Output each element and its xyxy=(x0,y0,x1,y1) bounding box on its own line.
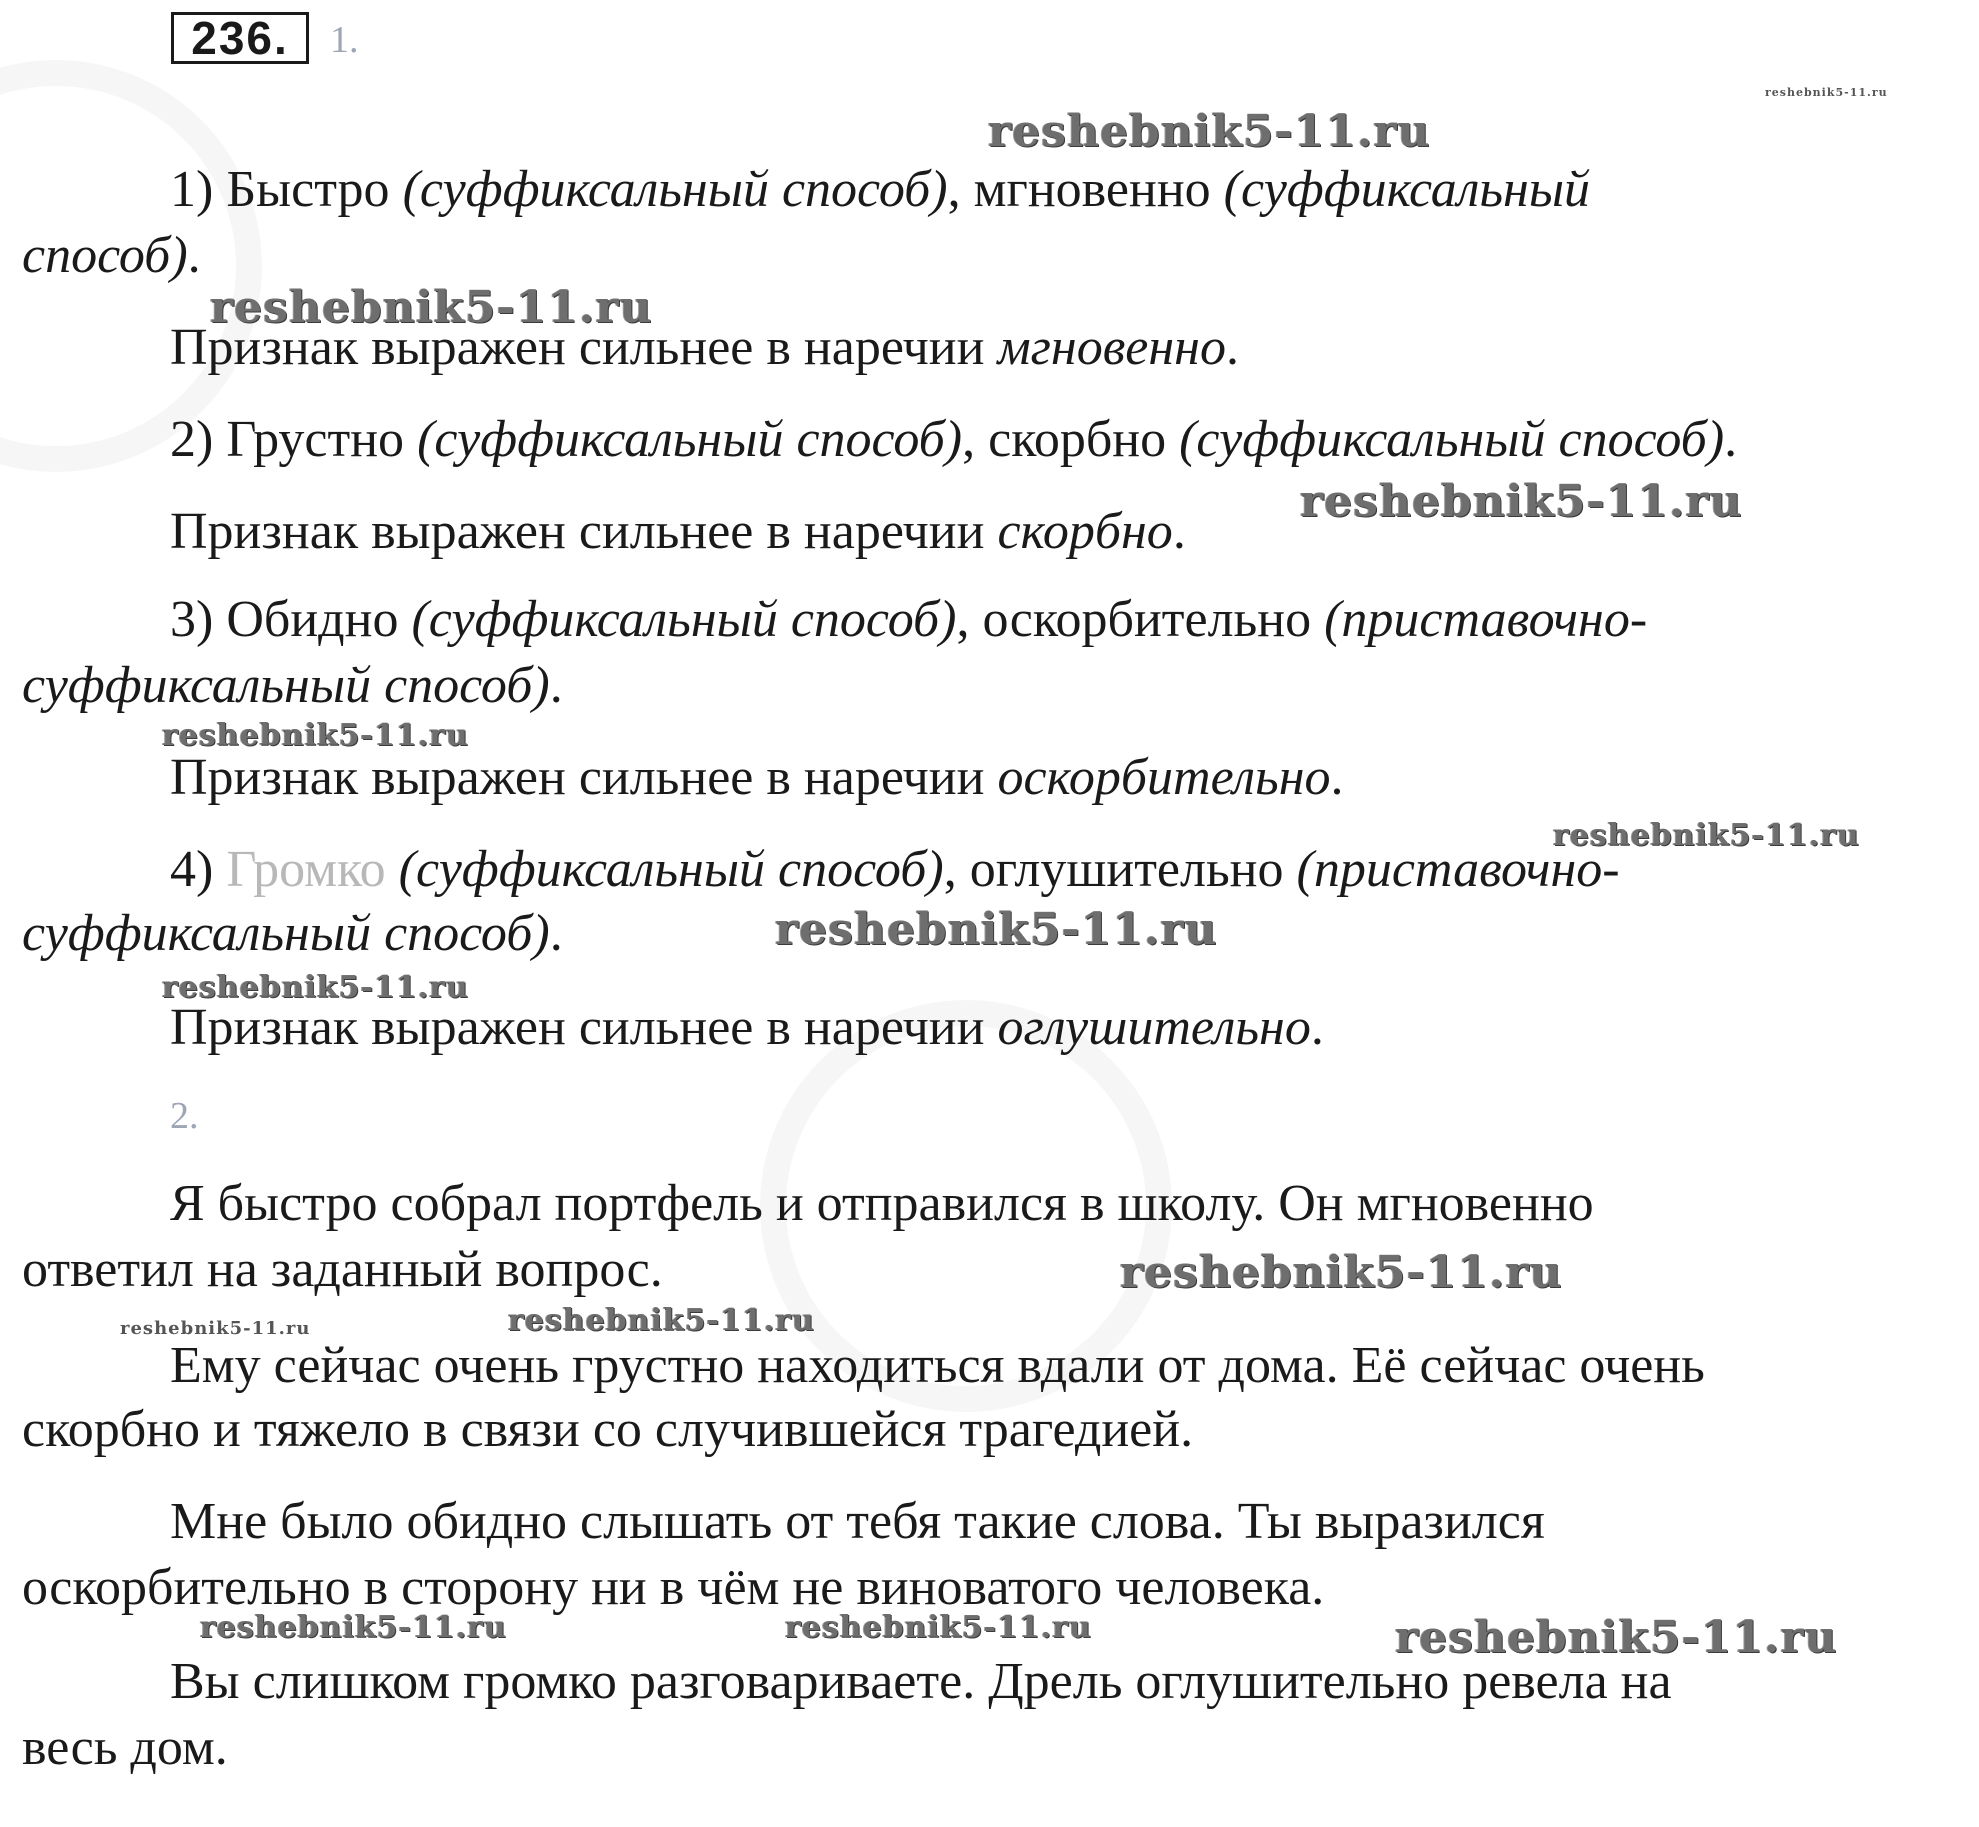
answer-line: 4) Громко (суффиксальный способ), оглушительно (приставочно- xyxy=(170,841,1620,898)
site-watermark: reshebnik5-11.ru xyxy=(162,718,469,753)
site-watermark: reshebnik5-11.ru xyxy=(785,1610,1092,1645)
site-watermark: reshebnik5-11.ru xyxy=(210,282,653,333)
site-watermark: reshebnik5-11.ru xyxy=(508,1303,815,1338)
task-number: 236. xyxy=(171,12,309,64)
answer-line: суффиксальный способ). xyxy=(22,657,563,714)
answer-line: суффиксальный способ). xyxy=(22,905,563,962)
site-watermark: reshebnik5-11.ru xyxy=(1120,1247,1563,1298)
sentence-line: Ему сейчас очень грустно находиться вдали от дома. Её сейчас очень xyxy=(170,1337,1705,1394)
part-1-label: 1. xyxy=(330,19,359,61)
site-watermark: reshebnik5-11.ru xyxy=(200,1610,507,1645)
site-watermark: reshebnik5-11.ru xyxy=(1300,476,1743,527)
site-watermark: reshebnik5-11.ru xyxy=(988,106,1431,157)
site-watermark: reshebnik5-11.ru xyxy=(1765,86,1888,99)
sentence-line: оскорбительно в сторону ни в чём не виноватого человека. xyxy=(22,1559,1325,1616)
answer-line: 3) Обидно (суффиксальный способ), оскорбительно (приставочно- xyxy=(170,591,1648,648)
site-watermark: reshebnik5-11.ru xyxy=(120,1318,311,1339)
sentence-line: скорбно и тяжело в связи со случившейся трагедией. xyxy=(22,1401,1194,1458)
conclusion-line: Признак выражен сильнее в наречии мгновенно. xyxy=(170,319,1239,376)
sentence-line: Мне было обидно слышать от тебя такие слова. Ты выразился xyxy=(170,1493,1545,1550)
answer-line: 1) Быстро (суффиксальный способ), мгновенно (суффиксальный xyxy=(170,161,1591,218)
site-watermark: reshebnik5-11.ru xyxy=(162,970,469,1005)
part-2-label: 2. xyxy=(170,1095,199,1137)
conclusion-line: Признак выражен сильнее в наречии оглушительно. xyxy=(170,999,1324,1056)
answer-line: 2) Грустно (суффиксальный способ), скорбно (суффиксальный способ). xyxy=(170,411,1738,468)
conclusion-line: Признак выражен сильнее в наречии оскорбительно. xyxy=(170,749,1344,806)
conclusion-line: Признак выражен сильнее в наречии скорбно. xyxy=(170,503,1186,560)
sentence-line: Вы слишком громко разговариваете. Дрель оглушительно ревела на xyxy=(170,1653,1672,1710)
site-watermark: reshebnik5-11.ru xyxy=(1395,1612,1838,1663)
sentence-line: Я быстро собрал портфель и отправился в школу. Он мгновенно xyxy=(170,1175,1594,1232)
answer-line: способ). xyxy=(22,227,201,284)
sentence-line: весь дом. xyxy=(22,1719,228,1776)
sentence-line: ответил на заданный вопрос. xyxy=(22,1241,663,1298)
site-watermark: reshebnik5-11.ru xyxy=(775,904,1218,955)
site-watermark: reshebnik5-11.ru xyxy=(1553,818,1860,853)
